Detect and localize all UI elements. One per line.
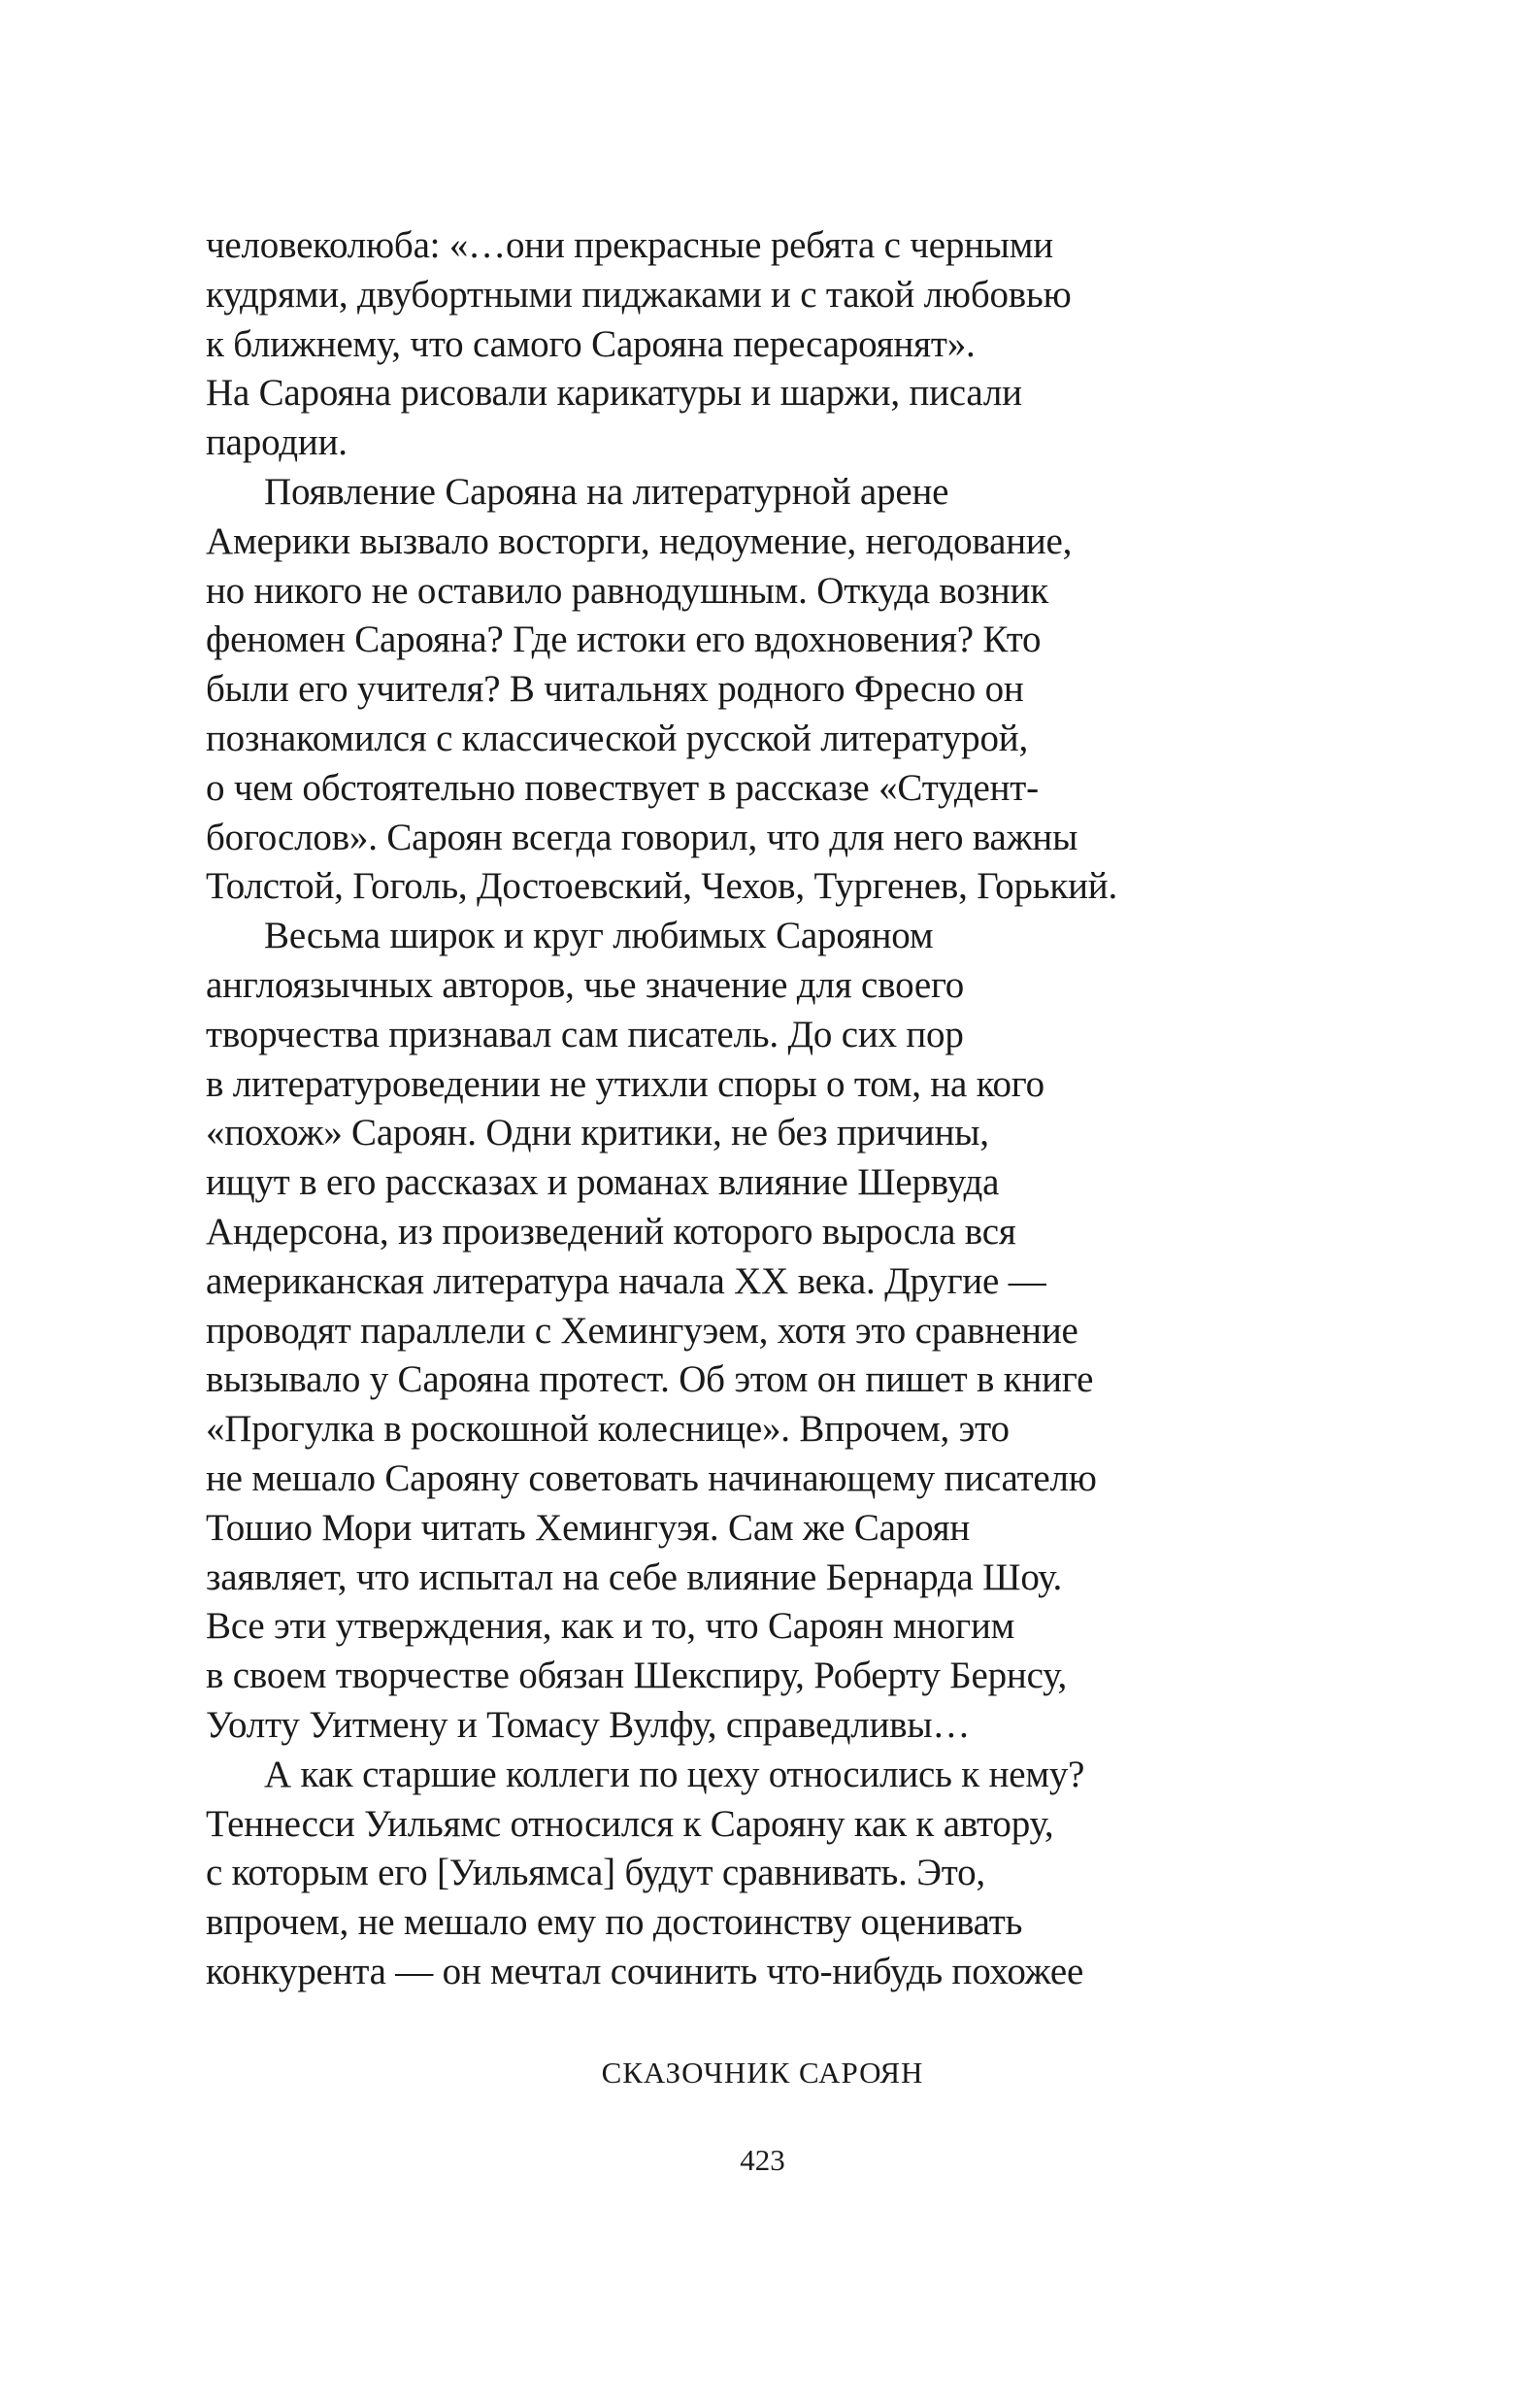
text-line: были его учителя? В читальнях родного Фресно он bbox=[206, 668, 1024, 711]
text-line: кудрями, двубортными пиджаками и с такой любовью bbox=[206, 273, 1072, 316]
page-number: 423 bbox=[740, 2143, 785, 2177]
text-line: Появление Сарояна на литературной арене bbox=[264, 470, 949, 513]
text-line: о чем обстоятельно повествует в рассказе «Студент- bbox=[206, 766, 1039, 809]
text-line: Уолту Уитмену и Томасу Вулфу, справедливы… bbox=[206, 1703, 971, 1746]
text-line: «Прогулка в роскошной колеснице». Впрочем, это bbox=[206, 1408, 1010, 1451]
text-line: в литературоведении не утихли споры о том, на кого bbox=[206, 1062, 1044, 1105]
text-line: Андерсона, из произведений которого выросла вся bbox=[206, 1210, 1016, 1253]
text-line: вызывало у Сарояна протест. Об этом он пишет в книге bbox=[206, 1358, 1094, 1401]
text-line: пародии. bbox=[206, 421, 348, 464]
text-line: американская литература начала XX века. Другие — bbox=[206, 1259, 1046, 1302]
text-line: Весьма широк и круг любимых Сарояном bbox=[264, 915, 934, 957]
text-line: человеколюба: «…они прекрасные ребята с черными bbox=[206, 224, 1053, 266]
text-line: Теннесси Уильямс относился к Сарояну как к автору, bbox=[206, 1802, 1054, 1845]
text-line: но никого не оставило равнодушным. Откуда возник bbox=[206, 569, 1048, 612]
text-line: проводят параллели с Хемингуэем, хотя это сравнение bbox=[206, 1309, 1078, 1352]
text-line: Америки вызвало восторги, недоумение, негодование, bbox=[206, 519, 1073, 562]
text-line: конкурента — он мечтал сочинить что-нибудь похожее bbox=[206, 1950, 1084, 1992]
text-line: англоязычных авторов, чье значение для своего bbox=[206, 963, 965, 1006]
text-line: в своем творчестве обязан Шекспиру, Роберту Бернсу, bbox=[206, 1655, 1068, 1697]
text-line: На Сарояна рисовали карикатуры и шаржи, писали bbox=[206, 372, 1022, 415]
text-line: заявляет, что испытал на себе влияние Бернарда Шоу. bbox=[206, 1555, 1063, 1598]
text-line: впрочем, не мешало ему по достоинству оценивать bbox=[206, 1901, 1023, 1944]
text-line: «похож» Сароян. Одни критики, не без причины, bbox=[206, 1112, 989, 1154]
text-line: не мешало Сарояну советовать начинающему писателю bbox=[206, 1456, 1097, 1499]
text-line: Толстой, Гоголь, Достоевский, Чехов, Тургенев, Горький. bbox=[206, 865, 1117, 908]
text-line: творчества признавал сам писатель. До сих пор bbox=[206, 1013, 964, 1055]
running-title: СКАЗОЧНИК САРОЯН bbox=[601, 2056, 924, 2090]
text-line: феномен Сарояна? Где истоки его вдохновения? Кто bbox=[206, 619, 1042, 661]
text-line: богослов». Сароян всегда говорил, что для него важны bbox=[206, 816, 1078, 858]
text-line: Тошио Мори читать Хемингуэя. Сам же Сароян bbox=[206, 1506, 971, 1549]
body-text bbox=[206, 221, 1177, 1997]
text-line: А как старшие коллеги по цеху относились к нему? bbox=[264, 1753, 1085, 1795]
text-line: к ближнему, что самого Сарояна пересароянят». bbox=[206, 322, 976, 365]
text-line: познакомился с классической русской литературой, bbox=[206, 717, 1028, 759]
text-line: ищут в его рассказах и романах влияние Шервуда bbox=[206, 1161, 1000, 1204]
text-line: Все эти утверждения, как и то, что Сароян многим bbox=[206, 1605, 1015, 1648]
text-line: с которым его [Уильямса] будут сравнивать. Это, bbox=[206, 1852, 985, 1894]
